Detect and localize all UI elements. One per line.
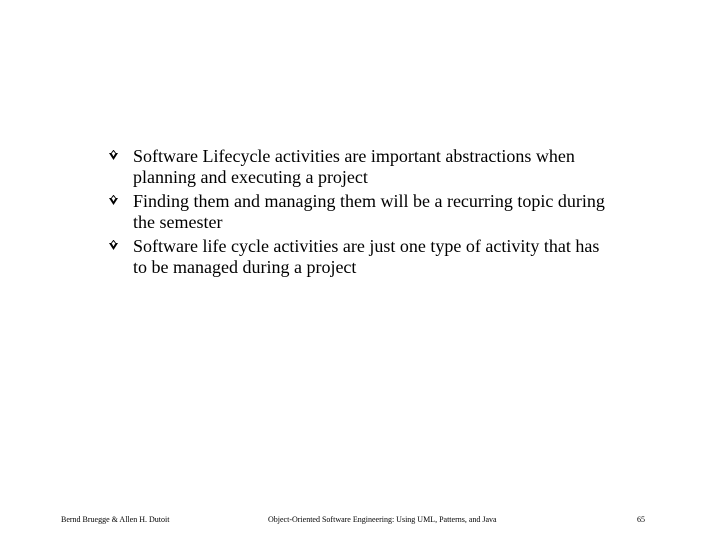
footer-book-title: Object-Oriented Software Engineering: Using UML, Patterns, and Java <box>268 515 497 524</box>
diamond-check-bullet-icon <box>108 240 119 251</box>
bullet-item <box>108 191 608 233</box>
bullet-text: Finding them and managing them will be a recurring topic during the semester <box>133 191 605 232</box>
bullet-list <box>108 146 608 281</box>
bullet-text: Software life cycle activities are just one type of activity that has to be managed during a project <box>133 236 600 277</box>
footer-page-number: 65 <box>637 515 645 524</box>
bullet-item <box>108 236 608 278</box>
diamond-check-bullet-icon <box>108 195 119 206</box>
bullet-text: Software Lifecycle activities are important abstractions when planning and executing a project <box>133 146 575 187</box>
footer-authors: Bernd Bruegge & Allen H. Dutoit <box>61 515 170 524</box>
bullet-item <box>108 146 608 188</box>
diamond-check-bullet-icon <box>108 150 119 161</box>
